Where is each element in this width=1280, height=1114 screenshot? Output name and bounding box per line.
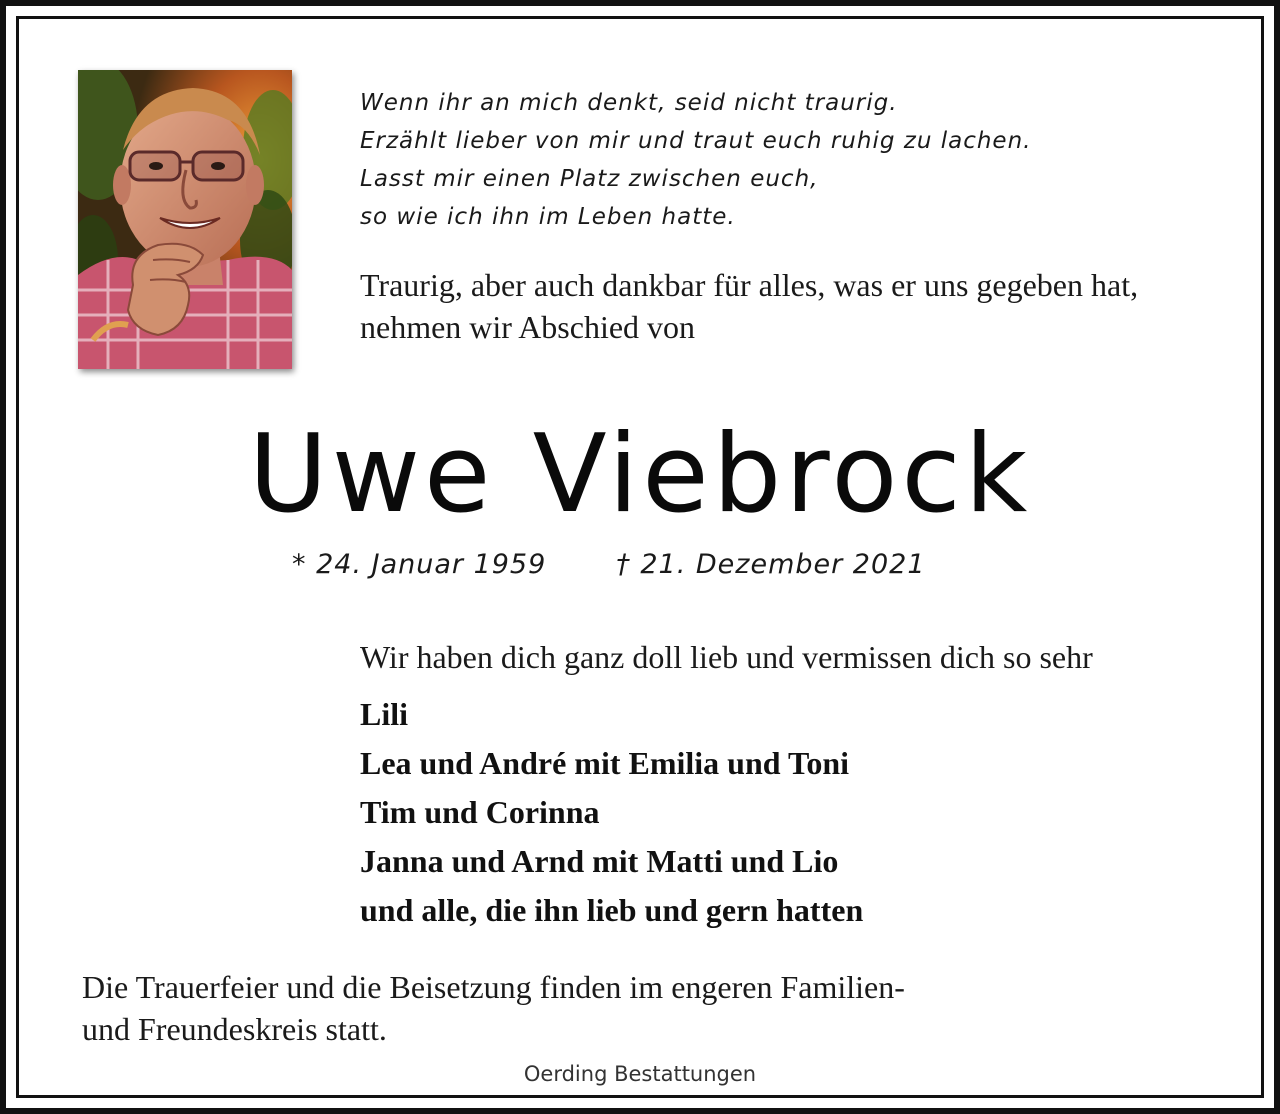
portrait-photo bbox=[78, 70, 292, 369]
family-member: Lili bbox=[360, 696, 409, 732]
ceremony-line: Die Trauerfeier und die Beisetzung finden im engeren Familien- bbox=[82, 969, 905, 1005]
family-member: Lea und André mit Emilia und Toni bbox=[360, 745, 850, 781]
ceremony-notice bbox=[82, 966, 905, 1050]
love-line: Wir haben dich ganz doll lieb und vermissen dich so sehr bbox=[360, 639, 1093, 675]
deceased-name: Uwe Viebrock bbox=[248, 412, 1032, 537]
poem-line: Lasst mir einen Platz zwischen euch, bbox=[360, 166, 819, 192]
ceremony-line: und Freundeskreis statt. bbox=[82, 1011, 387, 1047]
life-dates bbox=[292, 545, 1012, 585]
death-date: † 21. Dezember 2021 bbox=[616, 549, 926, 580]
undertaker-credit: Oerding Bestattungen bbox=[523, 1062, 757, 1086]
poem bbox=[360, 84, 1220, 236]
family-list bbox=[360, 690, 863, 935]
family-member: Tim und Corinna bbox=[360, 794, 600, 830]
family-member: und alle, die ihn lieb und gern hatten bbox=[360, 892, 864, 928]
intro-line: Traurig, aber auch dankbar für alles, was er uns gegeben hat, bbox=[360, 267, 1139, 303]
poem-line: Erzählt lieber von mir und traut euch ruhig zu lachen. bbox=[360, 128, 1032, 154]
birth-date: * 24. Januar 1959 bbox=[292, 549, 547, 580]
family-member: Janna und Arnd mit Matti und Lio bbox=[360, 843, 839, 879]
intro-text bbox=[360, 264, 1240, 348]
poem-line: Wenn ihr an mich denkt, seid nicht traurig. bbox=[360, 90, 898, 116]
poem-line: so wie ich ihn im Leben hatte. bbox=[360, 204, 736, 230]
intro-line: nehmen wir Abschied von bbox=[360, 309, 696, 345]
